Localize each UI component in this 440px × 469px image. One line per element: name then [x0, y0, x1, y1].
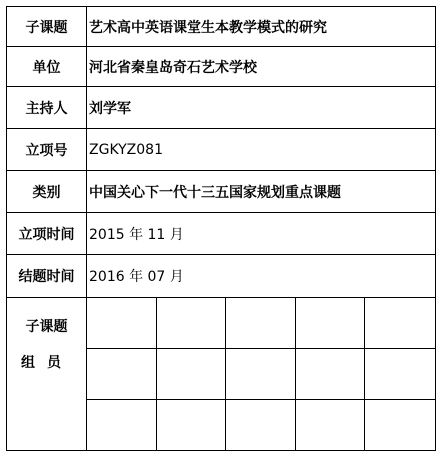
member-cell[interactable] [226, 298, 296, 349]
project-number-label: 立项号 [7, 129, 87, 170]
member-cell[interactable] [296, 349, 366, 400]
row-category [7, 171, 435, 213]
start-date-value: 2015 年 11 月 [89, 226, 184, 243]
unit-value: 河北省秦皇岛奇石艺术学校 [89, 59, 257, 76]
member-cell[interactable] [157, 349, 227, 400]
member-cell[interactable] [87, 349, 157, 400]
host-label: 主持人 [7, 87, 87, 128]
members-section [7, 298, 435, 450]
member-cell[interactable] [365, 400, 435, 450]
member-cell[interactable] [87, 400, 157, 450]
members-label [7, 298, 87, 450]
member-cell[interactable] [157, 400, 227, 450]
row-host [7, 87, 435, 129]
project-info-form [6, 6, 436, 451]
end-date-label: 结题时间 [7, 255, 87, 297]
category-value: 中国关心下一代十三五国家规划重点课题 [89, 184, 341, 201]
subtopic-value: 艺术高中英语课堂生本教学模式的研究 [89, 19, 327, 36]
unit-label: 单位 [7, 47, 87, 86]
member-cell[interactable] [226, 400, 296, 450]
host-value: 刘学军 [89, 100, 131, 117]
start-date-label: 立项时间 [7, 213, 87, 254]
end-date-value: 2016 年 07 月 [89, 269, 184, 285]
member-cell[interactable] [296, 298, 366, 349]
member-cell[interactable] [296, 400, 366, 450]
members-label-line2: 组员 [21, 355, 73, 371]
member-cell[interactable] [87, 298, 157, 349]
row-subtopic [7, 7, 435, 47]
row-project-number [7, 129, 435, 171]
row-start-date [7, 213, 435, 255]
category-label: 类别 [7, 171, 87, 212]
member-cell[interactable] [365, 298, 435, 349]
member-cell[interactable] [226, 349, 296, 400]
subtopic-label: 子课题 [7, 7, 87, 46]
member-cell[interactable] [157, 298, 227, 349]
members-label-line1: 子课题 [25, 319, 68, 335]
project-number-value: ZGKYZ081 [89, 141, 163, 158]
member-cell[interactable] [365, 349, 435, 400]
row-unit [7, 47, 435, 87]
row-end-date [7, 255, 435, 298]
members-grid [87, 298, 435, 450]
